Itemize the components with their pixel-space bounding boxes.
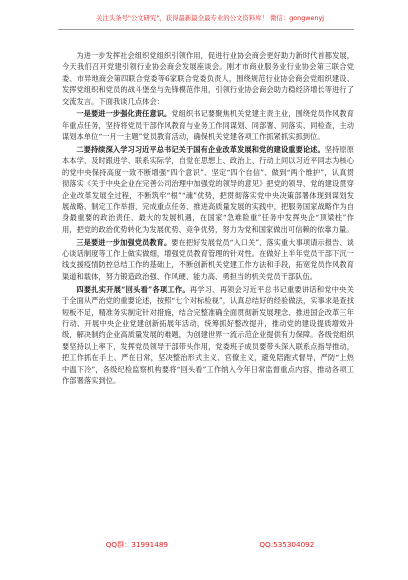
paragraph-point-2 bbox=[62, 144, 354, 235]
paragraph-text: 党组织书记要聚焦机关党建主责主业，围绕党员作风教育年重点任务，坚持将党员干部作风教育与业务工作同谋划、同部署、同落实、同检查，主动谋划本单位“一月一主题”党员教育活动，确保机关党建各项工作抓紧抓实抓到位。 bbox=[62, 109, 354, 142]
paragraph-text: 要在把好发展党员“入口关”、落实重大事项请示报告、谈心谈话制度等工作上做实做细，增强党员教育管理的针对性。在做好上半年党员干部下沉一线支援疫情防控总结工作的基础上，不断创新机关党建工作方法和手段，拓宽党员作风教育渠道和载体，努力锻造政治强、作风硬、能力高、勇担当的机关党员干部队伍。 bbox=[62, 237, 354, 281]
document-body bbox=[62, 50, 354, 388]
paragraph-point-4 bbox=[62, 284, 354, 387]
footer-contact bbox=[60, 540, 360, 550]
top-banner: 关注头条号"公文研究"，获得最新最全最专业的公文资料库！ 微信：gongwenyj bbox=[95, 14, 325, 22]
paragraph-text: 为进一步发挥社会组织党组织引领作用，促进行业协会商会更好助力新时代首都发展，今天我们召开党建引领行业协会商会发展座谈会。刚才市商业服务业行业协会第三联合党委、市异地商会第四联合党委等6家联合党委负责人，围绕规范行业协会商会党组织建设、发挥党组织和党员的战斗堡垒与先锋模范作用，引领行业协会商会助力稳经济增长等进行了交流发言。下面我谈几点体会： bbox=[62, 51, 354, 106]
paragraph-intro bbox=[62, 50, 354, 107]
paragraph-lead: 三是要进一步加强党员教育。 bbox=[76, 237, 172, 247]
paragraph-point-3 bbox=[62, 237, 354, 283]
paragraph-lead: 二要持续深入学习习近平总书记关于国有企业改革发展和党的建设重要论述。 bbox=[76, 145, 325, 155]
paragraph-text: 再学习、再领会习近平总书记重要讲话和党中央关于全面从严治党的重要论述，按照“七个对标检视”，认真总结好的经验做法，实事求是查找短板不足，精准务实制定针对措施，结合完整准确全面贯彻新发展理念、推进国企改革三年行动、开展中央企业党建创新拓展年活动，统筹抓好整改提升，推动党的建设提质增效升级，解决制约企业高质量发展的难题，为创建世界一流示范企业提供有力保障。各级党组织要坚持以上率下，发挥党员领导干部带头作用，党委班子成员要带头深入联系点指导推动，把工作抓在手上、严在日常，坚决整治形式主义、官僚主义，避免陪跑式督导，严防“上热中温下冷”，各级纪检监察机构要将“回头看”工作纳入今年日常监督重点内容，推动各项工作部署落实到位。 bbox=[62, 284, 355, 385]
paragraph-text: 坚持原原本本学、及时跟进学、联系实际学，自觉在思想上、政治上、行动上同以习近平同志为核心的党中央保持高度一致不断增强“四个意识”、坚定“四个自信”、做到“两个维护”，认真贯彻落实《关于中央企业在完善公司治理中加强党的领导的意见》把党的领导、党的建设贯穿企业改革发展全过程，不断筑牢“根”“魂”优势，把贯彻落实党中央决策部署体现到谋划发展战略、制定工作举措、完成重点任务、推进高质量发展的实践中，把服务国家战略作为自身最重要的政治责任、最大的发展机遇，在国家“急难险重”任务中发挥央企“顶梁柱”作用，把党的政治优势转化为发展优势、竞争优势，努力为党和国家做出可信赖的依靠力量。 bbox=[62, 145, 355, 234]
banner-divider bbox=[58, 29, 354, 30]
paragraph-point-1 bbox=[62, 108, 354, 142]
qq-number-text: QQ:535304092 bbox=[259, 540, 315, 549]
qq-group-text: QQ群：31991489 bbox=[105, 540, 168, 549]
paragraph-lead: 四要扎实开展“回头看”各项工作。 bbox=[76, 284, 190, 294]
paragraph-lead: 一是要进一步强化责任意识。 bbox=[76, 109, 172, 119]
